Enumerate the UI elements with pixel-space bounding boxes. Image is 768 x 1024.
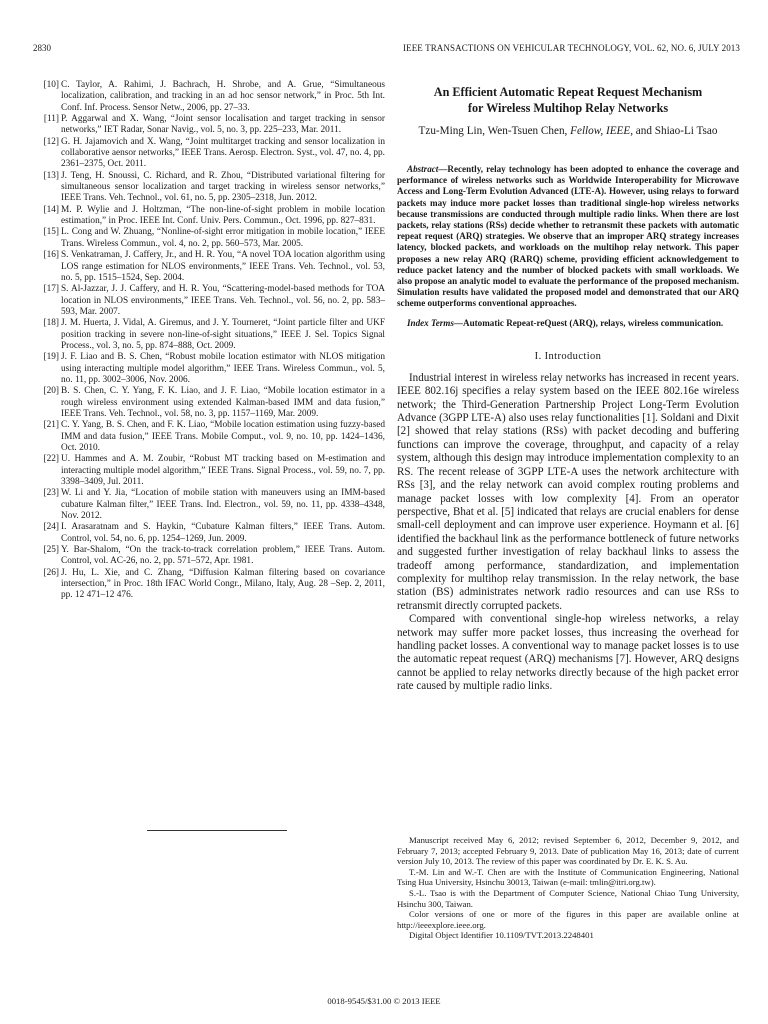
- reference-text: C. Y. Yang, B. S. Chen, and F. K. Liao, “Mobile location estimation using fuzzy-based IMM and data fusion,” IEEE Trans. Mobile Comput., vol. 9, no. 10, pp. 1424–1436, Oct. 2010.: [61, 420, 385, 453]
- abstract-text: Recently, relay technology has been adopted to enhance the coverage and performance of wireless networks such as Worldwide Interoperability for Microwave Access and Long-Term Evolution Advanced (LTE-A). However, using relays to forward packets may induce more packet losses than traditional single-hop wireless networks because transmissions are conducted through multiple radio links. When there are lost packets, relay stations (RSs) decide whether to retransmit these packets with automatic repeat request (ARQ) strategies. We observe that an improper ARQ strategy increases latency, blocked packets, and workloads on the multihop relay network. This paper proposes a new relay ARQ (RARQ) scheme, providing efficient acknowledgement to reduce packet latency and the number of blocked packets with small workloads. We also propose an analytic model to evaluate the performance of the proposed mechanism. Simulation results have validated the proposed model and demonstrated that our ARQ scheme outperforms conventional approaches.: [397, 164, 739, 309]
- reference-text: J. F. Liao and B. S. Chen, “Robust mobile location estimator with NLOS mitigation using interacting multiple model algorithm,” IEEE Trans. Wireless Commun., vol. 5, no. 11, pp. 3002–3006, Nov. 2006.: [61, 352, 385, 385]
- footnote-affiliation-1: T.-M. Lin and W.-T. Chen are with the Institute of Communication Engineering, National Tsing Hua University, Hsinchu 30013, Taiwan (e-mail: tmlin@itri.org.tw).: [397, 866, 739, 888]
- reference-item: [33, 568, 385, 602]
- reference-item: [33, 227, 385, 250]
- abstract-label: Abstract—: [407, 164, 448, 174]
- reference-number: [23]: [43, 488, 59, 499]
- journal-header: IEEE TRANSACTIONS ON VEHICULAR TECHNOLOGY, VOL. 62, NO. 6, JULY 2013: [403, 43, 740, 53]
- copyright-footer: 0018-9545/$31.00 © 2013 IEEE: [327, 996, 441, 1006]
- reference-number: [26]: [43, 567, 59, 578]
- index-terms-text: Automatic Repeat-reQuest (ARQ), relays, wireless communication.: [463, 317, 724, 328]
- reference-number: [10]: [43, 80, 59, 90]
- reference-item: [33, 80, 385, 114]
- reference-text: L. Cong and W. Zhuang, “Nonline-of-sight error mitigation in mobile location,” IEEE Trans. Wireless Commun., vol. 4, no. 2, pp. 560–573, Mar. 2005.: [61, 227, 385, 249]
- reference-item: [33, 250, 385, 284]
- reference-item: [33, 545, 385, 568]
- reference-number: [11]: [43, 114, 59, 125]
- index-terms: [397, 318, 739, 329]
- intro-paragraph-1: Industrial interest in wireless relay networks has increased in recent years. IEEE 802.16j specifies a relay system based on the IEEE 802.16e wireless network; the Third-Generation Partnership Project Long-Term Evolution Advance (3GPP LTE-A) also uses relay functionalities [1]. Soldani and Dixit [2] showed that relay stations (RSs) with packet decoding and buffering functions can improve the coverage, throughput, and capacity of a relay system, although this design may introduce implementation complexity to an RS. The recent release of 3GPP LTE-A uses the network architecture with RSs [3], and the relay network can avoid complex routing problems and manage packet losses with low complexity [4]. From an operator perspective, Bhat et al. [5] indicated that relays are crucial enablers for dense small-cell deployment and can improve user experience. Hoymann et al. [6] identified the backhaul link as the performance bottleneck of future networks and suggested further investigation of relay backhaul links to assess the tradeoff among performance, standardization, and implementation complexity for multihop relay transmission. In the relay network, the base station (BS) administrates network radio resources and can use RSs to retransmit directly corrupted packets.: [397, 371, 739, 612]
- section-heading-introduction: I. Introduction: [534, 350, 602, 362]
- paper-title: [397, 84, 739, 116]
- reference-text: Y. Bar-Shalom, “On the track-to-track correlation problem,” IEEE Trans. Autom. Control, vol. AC-26, no. 2, pp. 571–572, Apr. 1981.: [61, 545, 385, 567]
- reference-item: [33, 352, 385, 386]
- index-terms-label: Index Terms—: [407, 317, 464, 328]
- intro-paragraph-2: Compared with conventional single-hop wireless networks, a relay network may suffer more packet losses, thus increasing the overhead for handling packet losses. A conventional way to manage packet losses is to use the automatic repeat request (ARQ) mechanisms [7]. However, ARQ designs cannot be applied to relay networks directly because of the high packet error rate caused by multiple radio links.: [397, 613, 739, 693]
- reference-text: J. Teng, H. Snoussi, C. Richard, and R. Zhou, “Distributed variational filtering for simultaneous sensor localization and target tracking in wireless sensor networks,” IEEE Trans. Veh. Technol., vol. 61, no. 5, pp. 2305–2318, Jun. 2012.: [61, 170, 385, 204]
- references-column: [33, 80, 385, 602]
- paper-title-line-1: An Efficient Automatic Repeat Request Mechanism: [433, 85, 703, 99]
- reference-number: [21]: [43, 420, 59, 431]
- reference-number: [25]: [43, 545, 59, 556]
- reference-text: I. Arasaratnam and S. Haykin, “Cubature Kalman filters,” IEEE Trans. Autom. Control, vol. 54, no. 6, pp. 1254–1269, Jun. 2009.: [61, 522, 385, 544]
- reference-item: [33, 454, 385, 488]
- reference-text: G. H. Jajamovich and X. Wang, “Joint multitarget tracking and sensor localization in collaborative aensor networks,” IEEE Trans. Aerosp. Electron. Syst., vol. 47, no. 4, pp. 2361–2375, Oct. 2011.: [61, 136, 385, 170]
- reference-item: [33, 488, 385, 522]
- reference-item: [33, 171, 385, 205]
- page-number: 2830: [33, 43, 51, 53]
- reference-text: J. Hu, L. Xie, and C. Zhang, “Diffusion Kalman filtering based on covariance intersection,” in Proc. 18th IFAC World Congr., Milano, Italy, Aug. 28 –Sep. 2, 2011, pp. 12 471–12 476.: [61, 567, 385, 601]
- footnote-rule: [147, 830, 287, 831]
- reference-item: [33, 318, 385, 352]
- reference-text: J. M. Huerta, J. Vidal, A. Giremus, and J. Y. Tourneret, “Joint particle filter and UKF position tracking in severe non-line-of-sight situations,” IEEE J. Sel. Topics Signal Process., vol. 3, no. 5, pp. 874–888, Oct. 2009.: [61, 318, 385, 351]
- reference-number: [13]: [43, 170, 59, 181]
- footnote-doi: Digital Object Identifier 10.1109/TVT.2013.2248401: [409, 930, 594, 941]
- reference-text: S. Al-Jazzar, J. J. Caffery, and H. R. You, “Scattering-model-based methods for TOA location in NLOS environments,” IEEE Trans. Veh. Technol., vol. 56, no. 2, pp. 583–593, Mar. 2007.: [61, 284, 385, 317]
- reference-item: [33, 284, 385, 318]
- reference-item: [33, 522, 385, 545]
- reference-text: M. P. Wylie and J. Holtzman, “The non-line-of-sight problem in mobile location estimation,” in Proc. IEEE Int. Conf. Univ. Pers. Commun., Oct. 1996, pp. 827–831.: [61, 204, 385, 227]
- reference-text: B. S. Chen, C. Y. Yang, F. K. Liao, and J. F. Liao, “Mobile location estimator in a rough wireless environment using extended Kalman-based IMM and data fusion,” IEEE Trans. Veh. Technol., vol. 58, no. 3, pp. 1157–1169, Mar. 2009.: [61, 386, 385, 419]
- footnote-manuscript: Manuscript received May 6, 2012; revised September 6, 2012, December 9, 2012, and February 7, 2013; accepted February 9, 2013. Date of publication May 16, 2013; date of current version July 10, 2013. The review of this paper was coordinated by Dr. E. K. S. Au.: [397, 835, 739, 867]
- authors-first: Tzu-Ming Lin, Wen-Tsuen Chen,: [418, 125, 568, 137]
- authors-last: and Shiao-Li Tsao: [635, 125, 718, 137]
- reference-text: U. Hammes and A. M. Zoubir, “Robust MT tracking based on M-estimation and interacting multiple model algorithm,” IEEE Trans. Signal Process., vol. 59, no. 7, pp. 3398–3409, Jul. 2011.: [61, 454, 385, 488]
- reference-number: [12]: [43, 136, 59, 147]
- reference-item: [33, 386, 385, 420]
- abstract: [397, 164, 739, 310]
- article-column: [397, 80, 739, 694]
- reference-list: [33, 80, 385, 602]
- reference-number: [22]: [43, 454, 59, 465]
- reference-item: [33, 137, 385, 171]
- author-line: [397, 124, 739, 138]
- reference-number: [14]: [43, 204, 59, 215]
- reference-number: [15]: [43, 227, 59, 238]
- reference-item: [33, 420, 385, 454]
- reference-number: [18]: [43, 318, 59, 329]
- footnotes: [397, 835, 739, 941]
- reference-item: [33, 205, 385, 228]
- reference-text: C. Taylor, A. Rahimi, J. Bachrach, H. Shrobe, and A. Grue, “Simultaneous localization, calibration, and tracking in an ad hoc sensor network,” in Proc. 5th Int. Conf. Inf. Process. Sensor Netw., 2006, pp. 27–33.: [61, 80, 385, 113]
- reference-text: S. Venkatraman, J. Caffery, Jr., and H. R. You, “A novel TOA location algorithm using LOS range estimation for NLOS environments,” IEEE Trans. Veh. Technol., vol. 53, no. 5, pp. 1515–1524, Sep. 2004.: [61, 250, 385, 283]
- reference-text: W. Li and Y. Jia, “Location of mobile station with maneuvers using an IMM-based cubature Kalman filter,” IEEE Trans. Ind. Electron., vol. 59, no. 11, pp. 4338–4348, Nov. 2012.: [61, 488, 385, 522]
- footnote-color-versions: Color versions of one or more of the figures in this paper are available online at http://ieeexplore.ieee.org.: [397, 909, 739, 930]
- reference-number: [20]: [43, 386, 59, 397]
- authors-fellow: Fellow, IEEE,: [570, 125, 633, 137]
- reference-item: [33, 114, 385, 137]
- reference-number: [16]: [43, 250, 59, 261]
- reference-number: [24]: [43, 522, 59, 533]
- reference-number: [17]: [43, 284, 59, 295]
- reference-number: [19]: [43, 352, 59, 363]
- paper-title-line-2: for Wireless Multihop Relay Networks: [467, 101, 669, 115]
- footnote-affiliation-2: S.-L. Tsao is with the Department of Computer Science, National Chiao Tung University, Hsinchu 300, Taiwan.: [397, 887, 739, 909]
- reference-text: P. Aggarwal and X. Wang, “Joint sensor localisation and target tracking in sensor networks,” IET Radar, Sonar Navig., vol. 5, no. 3, pp. 225–233, Mar. 2011.: [61, 114, 385, 136]
